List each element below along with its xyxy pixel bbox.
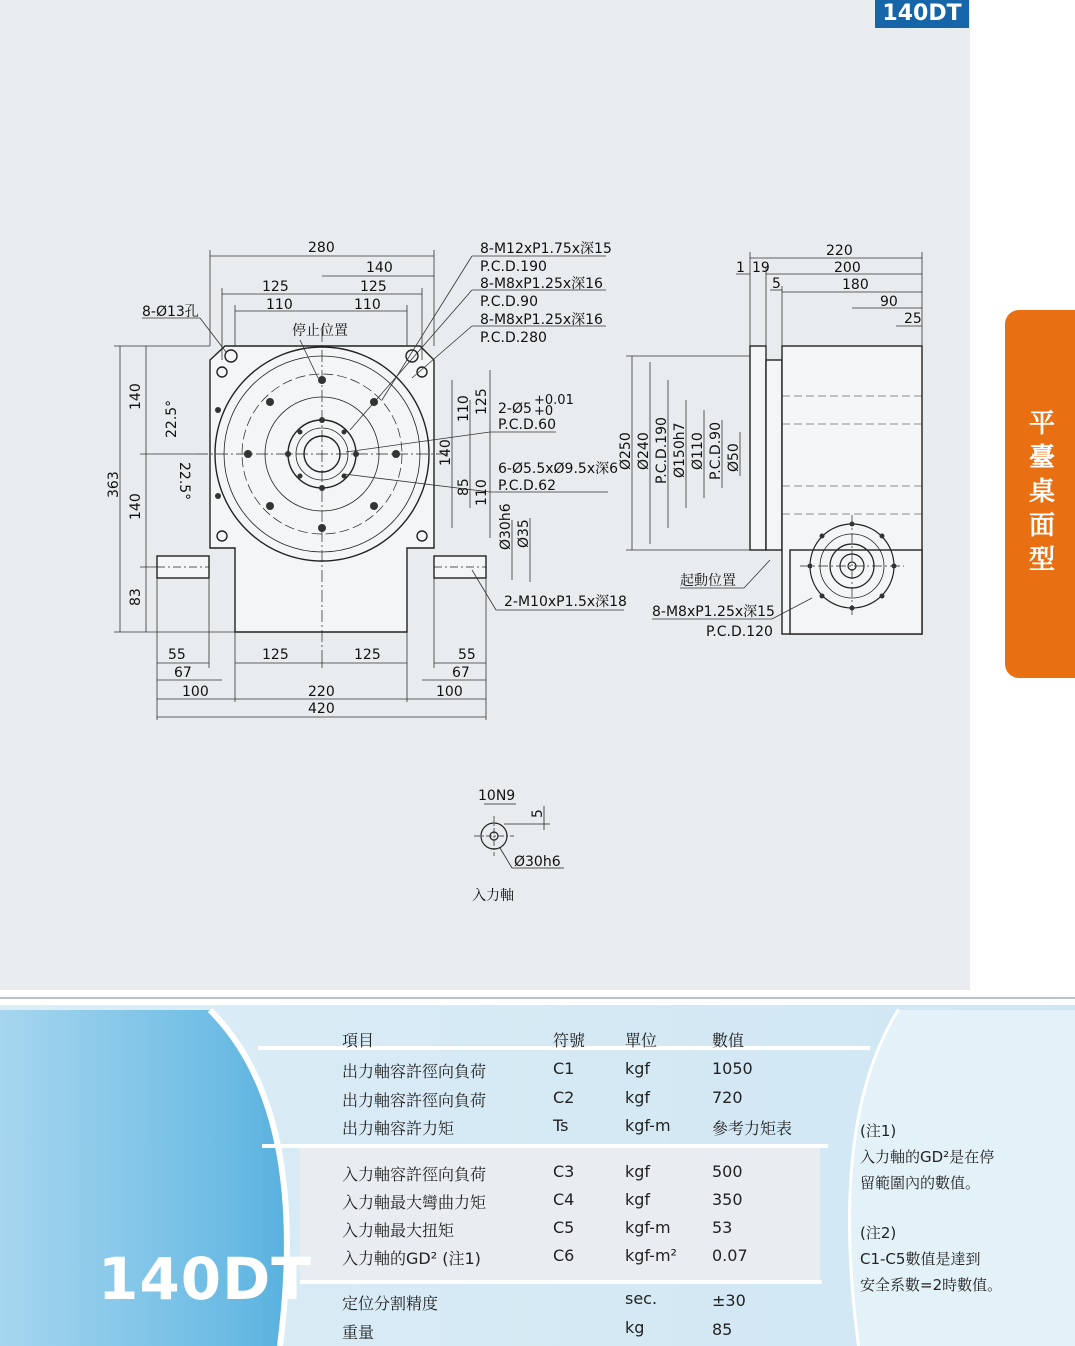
dim-right-o30h6: Ø30h6 <box>498 503 514 550</box>
dim-125-left: 125 <box>262 279 289 295</box>
angle-lower: 22.5° <box>176 462 192 501</box>
spec-row-unit: kgf <box>625 1190 651 1209</box>
callout-m12-thread: 8-M12xP1.75x深15 <box>480 241 612 257</box>
dim-right-110-bottom: 110 <box>474 479 490 506</box>
callout-pin-tol-upper: +0.01 <box>534 393 574 408</box>
spec-header-symbol: 符號 <box>553 1031 586 1050</box>
spec-row-symbol: C2 <box>553 1088 575 1107</box>
spec-row-symbol: C6 <box>553 1246 575 1265</box>
dim-bottom-67-right: 67 <box>452 665 470 681</box>
dim-bottom-55-right: 55 <box>458 647 476 663</box>
callout-m8-thread-a: 8-M8xP1.25x深16 <box>480 276 603 292</box>
spec-row-item: 出力軸容許徑向負荷 <box>342 1062 487 1081</box>
dim-bottom-67-left: 67 <box>174 665 192 681</box>
input-shaft-caption: 入力軸 <box>472 888 514 904</box>
note-2-line-2: 安全系數=2時數值。 <box>860 1276 1003 1294</box>
side-dim-pcd90: P.C.D.90 <box>708 422 724 480</box>
angle-upper: 22.5° <box>164 399 180 438</box>
spec-header-unit: 單位 <box>625 1031 658 1050</box>
spec-row-symbol: C4 <box>553 1190 575 1209</box>
spec-row-unit: kgf-m <box>625 1116 671 1135</box>
spec-header-value: 數值 <box>712 1031 745 1050</box>
spec-row-value: 350 <box>712 1190 743 1209</box>
spec-row-item: 入力軸容許徑向負荷 <box>342 1165 487 1184</box>
dim-bottom-100-right: 100 <box>436 684 463 700</box>
dim-right-125: 125 <box>474 388 490 415</box>
dim-left-83: 83 <box>128 588 144 606</box>
spec-row-symbol: C5 <box>553 1218 575 1237</box>
dim-right-140: 140 <box>438 439 454 466</box>
dim-280: 280 <box>308 240 335 256</box>
dim-left-140-top: 140 <box>128 383 144 410</box>
dim-125-right: 125 <box>360 279 387 295</box>
side-dim-90: 90 <box>880 294 898 310</box>
dim-left-140-bottom: 140 <box>128 493 144 520</box>
spec-row-unit: kg <box>625 1318 645 1337</box>
spec-row-item: 入力軸最大扭矩 <box>342 1221 455 1240</box>
spec-row-value: ±30 <box>712 1291 746 1310</box>
spec-row-unit: kgf <box>625 1059 651 1078</box>
note-2 <box>860 1220 1002 1298</box>
spec-row-item: 定位分割精度 <box>342 1294 439 1313</box>
side-dim-25: 25 <box>904 311 922 327</box>
spec-row-unit: sec. <box>625 1289 658 1308</box>
side-dim-5: 5 <box>772 276 781 292</box>
spec-row-unit: kgf <box>625 1088 651 1107</box>
spec-header-item: 項目 <box>342 1031 375 1050</box>
stop-position-label: 停止位置 <box>292 323 348 339</box>
spec-row-unit: kgf-m² <box>625 1246 677 1265</box>
note-1-line-1: 入力軸的GD²是在停 <box>860 1148 995 1166</box>
side-dim-19: 19 <box>752 260 770 276</box>
spec-row-value: 0.07 <box>712 1246 748 1265</box>
side-dim-o250: Ø250 <box>618 432 634 470</box>
start-position-label: 起動位置 <box>680 573 736 589</box>
spec-row-value: 參考力矩表 <box>712 1119 793 1138</box>
spec-row-item: 出力軸容許徑向負荷 <box>342 1091 487 1110</box>
note-2-title: (注2) <box>860 1224 897 1242</box>
dim-bottom-125-left: 125 <box>262 647 289 663</box>
side-dim-pcd190: P.C.D.190 <box>654 417 670 484</box>
callout-counterbore-pcd: P.C.D.62 <box>498 478 556 494</box>
note-2-line-1: C1-C5數值是達到 <box>860 1250 981 1268</box>
input-shaft-key: 10N9 <box>478 788 516 804</box>
dim-left-363: 363 <box>106 471 122 498</box>
spec-row-value: 1050 <box>712 1059 753 1078</box>
dim-bottom-420: 420 <box>308 701 335 717</box>
model-badge: 140DT <box>875 0 969 28</box>
spec-row-unit: kgf-m <box>625 1218 671 1237</box>
callout-m8-pcd-a: P.C.D.90 <box>480 294 538 310</box>
input-shaft-key-depth: 5 <box>530 809 546 818</box>
spec-row-value: 53 <box>712 1218 733 1237</box>
spec-row-value: 500 <box>712 1162 743 1181</box>
spec-row-unit: kgf <box>625 1162 651 1181</box>
spec-row-value: 720 <box>712 1088 743 1107</box>
spec-row-item: 入力軸的GD² (注1) <box>342 1249 481 1268</box>
dim-right-110-top: 110 <box>456 395 472 422</box>
callout-m12-pcd: P.C.D.190 <box>480 259 547 275</box>
callout-pin-pcd: P.C.D.60 <box>498 417 556 433</box>
input-shaft-diameter: Ø30h6 <box>514 854 561 870</box>
note-1-line-2: 留範圍內的數值。 <box>860 1174 981 1192</box>
dim-110-left: 110 <box>266 297 293 313</box>
callout-counterbore: 6-Ø5.5xØ9.5x深6 <box>498 461 619 477</box>
spec-row-item: 重量 <box>342 1323 375 1342</box>
side-dim-o110: Ø110 <box>690 432 706 470</box>
spec-row-item: 出力軸容許力矩 <box>342 1119 455 1138</box>
spec-row-symbol: C3 <box>553 1162 575 1181</box>
dim-bottom-55-left: 55 <box>168 647 186 663</box>
spec-row-symbol: C1 <box>553 1059 575 1078</box>
callout-m8-pcd-b: P.C.D.280 <box>480 330 547 346</box>
side-dim-200: 200 <box>834 260 861 276</box>
side-dim-220: 220 <box>826 243 853 259</box>
dim-right-o35: Ø35 <box>516 519 532 548</box>
spec-row-value: 85 <box>712 1320 733 1339</box>
dim-140-top: 140 <box>366 260 393 276</box>
side-callout-pcd: P.C.D.120 <box>706 624 773 640</box>
category-side-tab: 平臺桌面型 <box>1005 310 1075 678</box>
side-dim-1: 1 <box>736 260 745 276</box>
side-dim-o240: Ø240 <box>636 432 652 470</box>
dim-bottom-100-left: 100 <box>182 684 209 700</box>
callout-m8-thread-b: 8-M8xP1.25x深16 <box>480 312 603 328</box>
note-1 <box>860 1118 994 1196</box>
spec-row-item: 入力軸最大彎曲力矩 <box>342 1193 487 1212</box>
callout-m10-thread: 2-M10xP1.5x深18 <box>504 594 627 610</box>
side-dim-o150h7: Ø150h7 <box>672 422 688 478</box>
callout-pin-holes: 2-Ø5 <box>498 401 532 417</box>
dim-bottom-125-right: 125 <box>354 647 381 663</box>
side-dim-o50: Ø50 <box>726 443 742 472</box>
dim-110-right: 110 <box>354 297 381 313</box>
hole-note: 8-Ø13孔 <box>142 304 199 320</box>
callout-pin-tol-lower: +0 <box>534 404 554 419</box>
spec-model-title: 140DT <box>98 1245 312 1313</box>
side-callout-thread: 8-M8xP1.25x深15 <box>652 604 775 620</box>
spec-row-symbol: Ts <box>553 1116 569 1135</box>
note-1-title: (注1) <box>860 1122 897 1140</box>
dim-bottom-220: 220 <box>308 684 335 700</box>
dim-right-85: 85 <box>456 478 472 496</box>
side-dim-180: 180 <box>842 277 869 293</box>
